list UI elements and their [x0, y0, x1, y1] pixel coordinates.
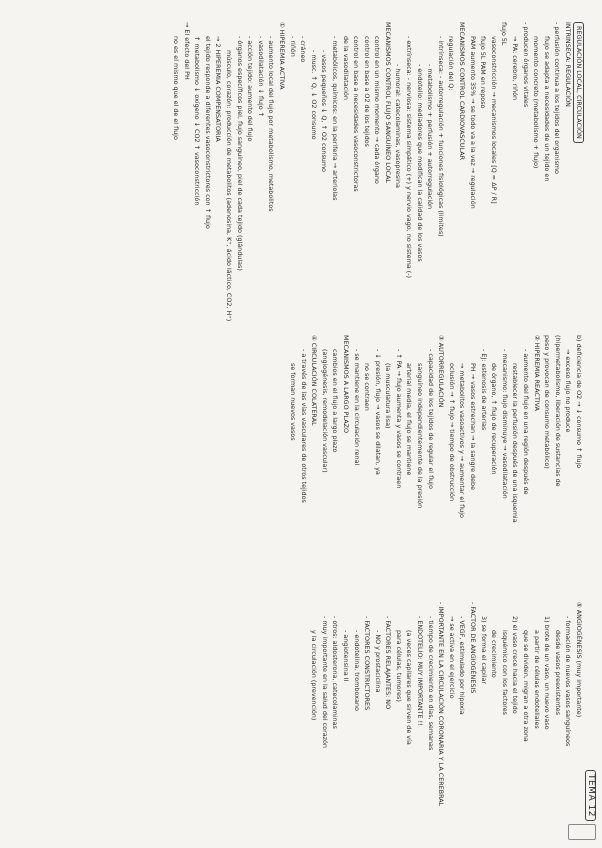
column-2-lines: [287, 335, 584, 590]
note-line: - vasodilatación ↓ flujo ↑: [256, 36, 265, 118]
note-line: que se dividen, migran a otra zona: [522, 630, 531, 742]
note-line: - EJ: estenosis de arterias: [479, 349, 488, 431]
note-line: - extrínseca: - nerviosa: sistema simpático (+) y nervio vago, no sistema (-): [405, 36, 414, 279]
column-1-heading: REGULACIÓN LOCAL, CIRCULACIÓN: [573, 22, 584, 322]
note-line: - producen órganos vitales: [521, 22, 530, 108]
note-line: b) deficiencia de O2 → ↓ consumo ↑ flujo: [575, 335, 583, 469]
note-line: (la musculatura lisa): [384, 363, 393, 429]
note-line: - muy importante en la salud del corazón: [320, 616, 329, 748]
note-line: (a veces capilares que sirven de vía: [405, 630, 414, 745]
note-line: - aumento del flujo en una región después de: [522, 349, 531, 495]
note-line: no se contraen: [363, 363, 372, 411]
note-line: 3) se forma el capilar: [479, 616, 488, 685]
note-line: - a través de las vías vasculares de otros tejidos: [299, 349, 308, 503]
note-line: no es el mismo que el de el flujo: [172, 36, 181, 140]
note-line: → PA: cerebro, riñón: [511, 36, 520, 101]
column-3-lines: [309, 602, 584, 832]
note-line: - endotelio: mediadores que modifican la calidad de los vasos: [415, 64, 424, 262]
note-line: - IMPORTANTE EN LA CIRCULACIÓN CORONARIA Y LA CEREBRAL: [437, 602, 446, 807]
column-1-lines: [170, 22, 573, 322]
note-line: vasoconstricción → mecanismos locales [Q = ΔP / R]: [489, 36, 498, 204]
note-line: - perfusión continua a los tejidos del organismo: [553, 22, 562, 174]
note-line: - órganos específicos piel, flujo sanguíneo, piel de cada tejido (glándulas): [235, 36, 244, 271]
note-line: - capacidad de los tejidos de regular el flujo: [426, 349, 435, 489]
note-line: regulación del Q:: [447, 36, 456, 91]
note-line: restablecer la perfusión después de una isquemia: [511, 363, 520, 523]
note-line: - humoral: catecolaminas, vasopresina: [394, 64, 403, 188]
note-line: momento concreto (metabolismo + flujo): [532, 36, 541, 169]
note-line: de crecimiento: [490, 630, 499, 678]
note-line: el tejido responde a diferentes vasoconstrictores con ↑ flujo: [203, 36, 212, 229]
note-line: - tiempo de crecimiento en días, semanas: [426, 616, 435, 751]
note-line: - se mantiene en la circulación renal: [352, 349, 361, 466]
note-line: arterial media, el flujo se mantiene: [405, 363, 414, 476]
note-line: control en un mismo momento → cada órgano: [373, 36, 382, 184]
note-line: - VEGF, estimulado por hipoxia: [458, 616, 467, 715]
note-line: 2) el vaso crece hacia el tejido: [511, 616, 520, 714]
note-line: cambios en el flujo a largo plazo: [331, 349, 340, 453]
note-line: ③ AUTORREGULACIÓN: [437, 335, 446, 408]
note-line: → exceso flujo no produce: [564, 349, 573, 433]
note-line: - aumento local del flujo por metabolismo, metabolitos: [267, 36, 276, 212]
note-line: - metabólicos, químicos: en la periferia → arteriolas: [330, 36, 339, 201]
note-line: - NO y prostaciclina: [373, 630, 382, 693]
note-line: - intrínseca: - autorregulación + funciones fisiológicas (limites): [436, 36, 445, 237]
note-line: - endotelina, tromboxano: [352, 630, 361, 711]
note-line: → metabolitos vasoactivos y → aumentar el flujo: [458, 363, 467, 518]
note-line: → se activa en el ejercicio: [447, 616, 456, 699]
note-line: flujo se adapta a necesidades de un tejido en: [542, 36, 551, 182]
note-line: INTRINSECA: REGULACIÓN: [564, 22, 572, 107]
note-line: (hipermetabolismo, liberación de sustancias de: [553, 335, 562, 487]
note-line: peso y provocan de consumo metabólico): [543, 335, 552, 469]
note-line: - ENDOTELIO: MUY IMPORTANTE !!: [416, 616, 425, 726]
note-line: y la circulación (prevención): [310, 630, 319, 721]
note-line: flujo 5L PAM en reposo: [479, 36, 488, 109]
note-line: - acción tejido: aumento del flujo: [246, 36, 255, 142]
note-line: ① HIPEREMIA ACTIVA: [277, 22, 286, 90]
note-line: flujo 5L: [500, 22, 509, 46]
note-line: → El efecto del PH: [182, 22, 191, 80]
note-line: ↑ metabolismo ↓ oxígeno ↓ CO2 ↑ vasoconstricción: [193, 36, 202, 206]
note-line: MECANISMOS A LARGO PLAZO: [341, 335, 350, 434]
note-line: ④ CIRCULACIÓN COLATERAL: [310, 335, 319, 426]
notes-column-1: [170, 22, 584, 322]
note-line: - FACTOR DE ANGIOGÉNESIS: [469, 602, 478, 694]
note-line: PH → vasos estrechan → la sangre debe: [469, 363, 478, 491]
notes-column-3: [309, 602, 584, 832]
note-line: - riñón: [288, 36, 297, 57]
note-line: músculo, corazón: producción de metabolitos (adenosina, K⁺, ácido láctico, CO2, H⁺): [225, 50, 233, 322]
note-line: - ↓ presión, flujo → vasos se dilatan, ya: [373, 349, 382, 475]
notes-column-2: [287, 335, 584, 590]
note-line: MECANISMOS CONTROL FLUJO SANGUÍNEO LOCAL: [383, 22, 392, 183]
note-line: isquémico con los factores: [500, 630, 509, 715]
note-line: - vasos pequeños ↓ Q, ↑ O2 consumo: [320, 50, 329, 172]
note-line: - FACTORES RELAJANTES: NO: [384, 616, 393, 710]
note-line: MECANISMOS CONTROL CARDIOVASCULAR: [458, 22, 467, 161]
note-line: - ↑ PA → flujo aumenta y vasos se contraen: [394, 349, 403, 489]
note-line: para células, tumores): [394, 630, 403, 702]
note-line: - angiotensina II: [341, 630, 350, 682]
note-line: se forman nuevos vasos: [288, 363, 297, 441]
note-line: - cráneo: [299, 36, 308, 63]
note-line: oclusión → ↑ flujo → tiempo de obstrucción: [447, 363, 456, 501]
note-line: - musc. ↑ Q, ↓ O2 consumo: [309, 50, 318, 140]
note-line: de la vasodilatación: [341, 36, 350, 100]
note-line: - metabolismo + perfusión + autorregulación: [426, 64, 435, 210]
note-line: → 2 HIPEREMIA COMPENSATORIA: [214, 36, 223, 142]
page-title: TEMA 12: [585, 770, 596, 821]
note-line: - formación de nuevos vasos sanguíneos: [564, 616, 573, 747]
note-line: control en base a O2 de los tejidos: [362, 36, 371, 147]
note-line: - otros: aldosterona, catecolaminas: [331, 616, 340, 729]
note-line: sanguíneo independientemente de la presión: [416, 363, 425, 509]
note-line: control en base a necesidades vasoconstrictoras: [352, 36, 361, 192]
watermark-logo: [568, 824, 596, 840]
note-line: PAM aumento 35% → se todo va a la vez → regulación: [468, 36, 477, 209]
note-line: desde vasos preexistentes: [553, 630, 562, 716]
note-line: ⑤ ANGIOGÉNESIS (muy importante): [575, 602, 583, 718]
note-line: - FACTORES CONSTRICTORES: [363, 616, 372, 711]
note-line: 1) brote de un vaso, un nuevo vaso: [543, 616, 552, 730]
note-line: - mecanismo: flujo disminuye → vasodilatación: [500, 349, 509, 499]
note-line: ② HIPEREMIA REACTIVA: [532, 335, 541, 411]
note-line: de órgano, ↑ flujo de recuperación: [490, 363, 499, 475]
note-line: a partir de células endoteliales: [532, 630, 541, 729]
note-line: (angiogénesis, remodelación vascular): [320, 349, 329, 473]
